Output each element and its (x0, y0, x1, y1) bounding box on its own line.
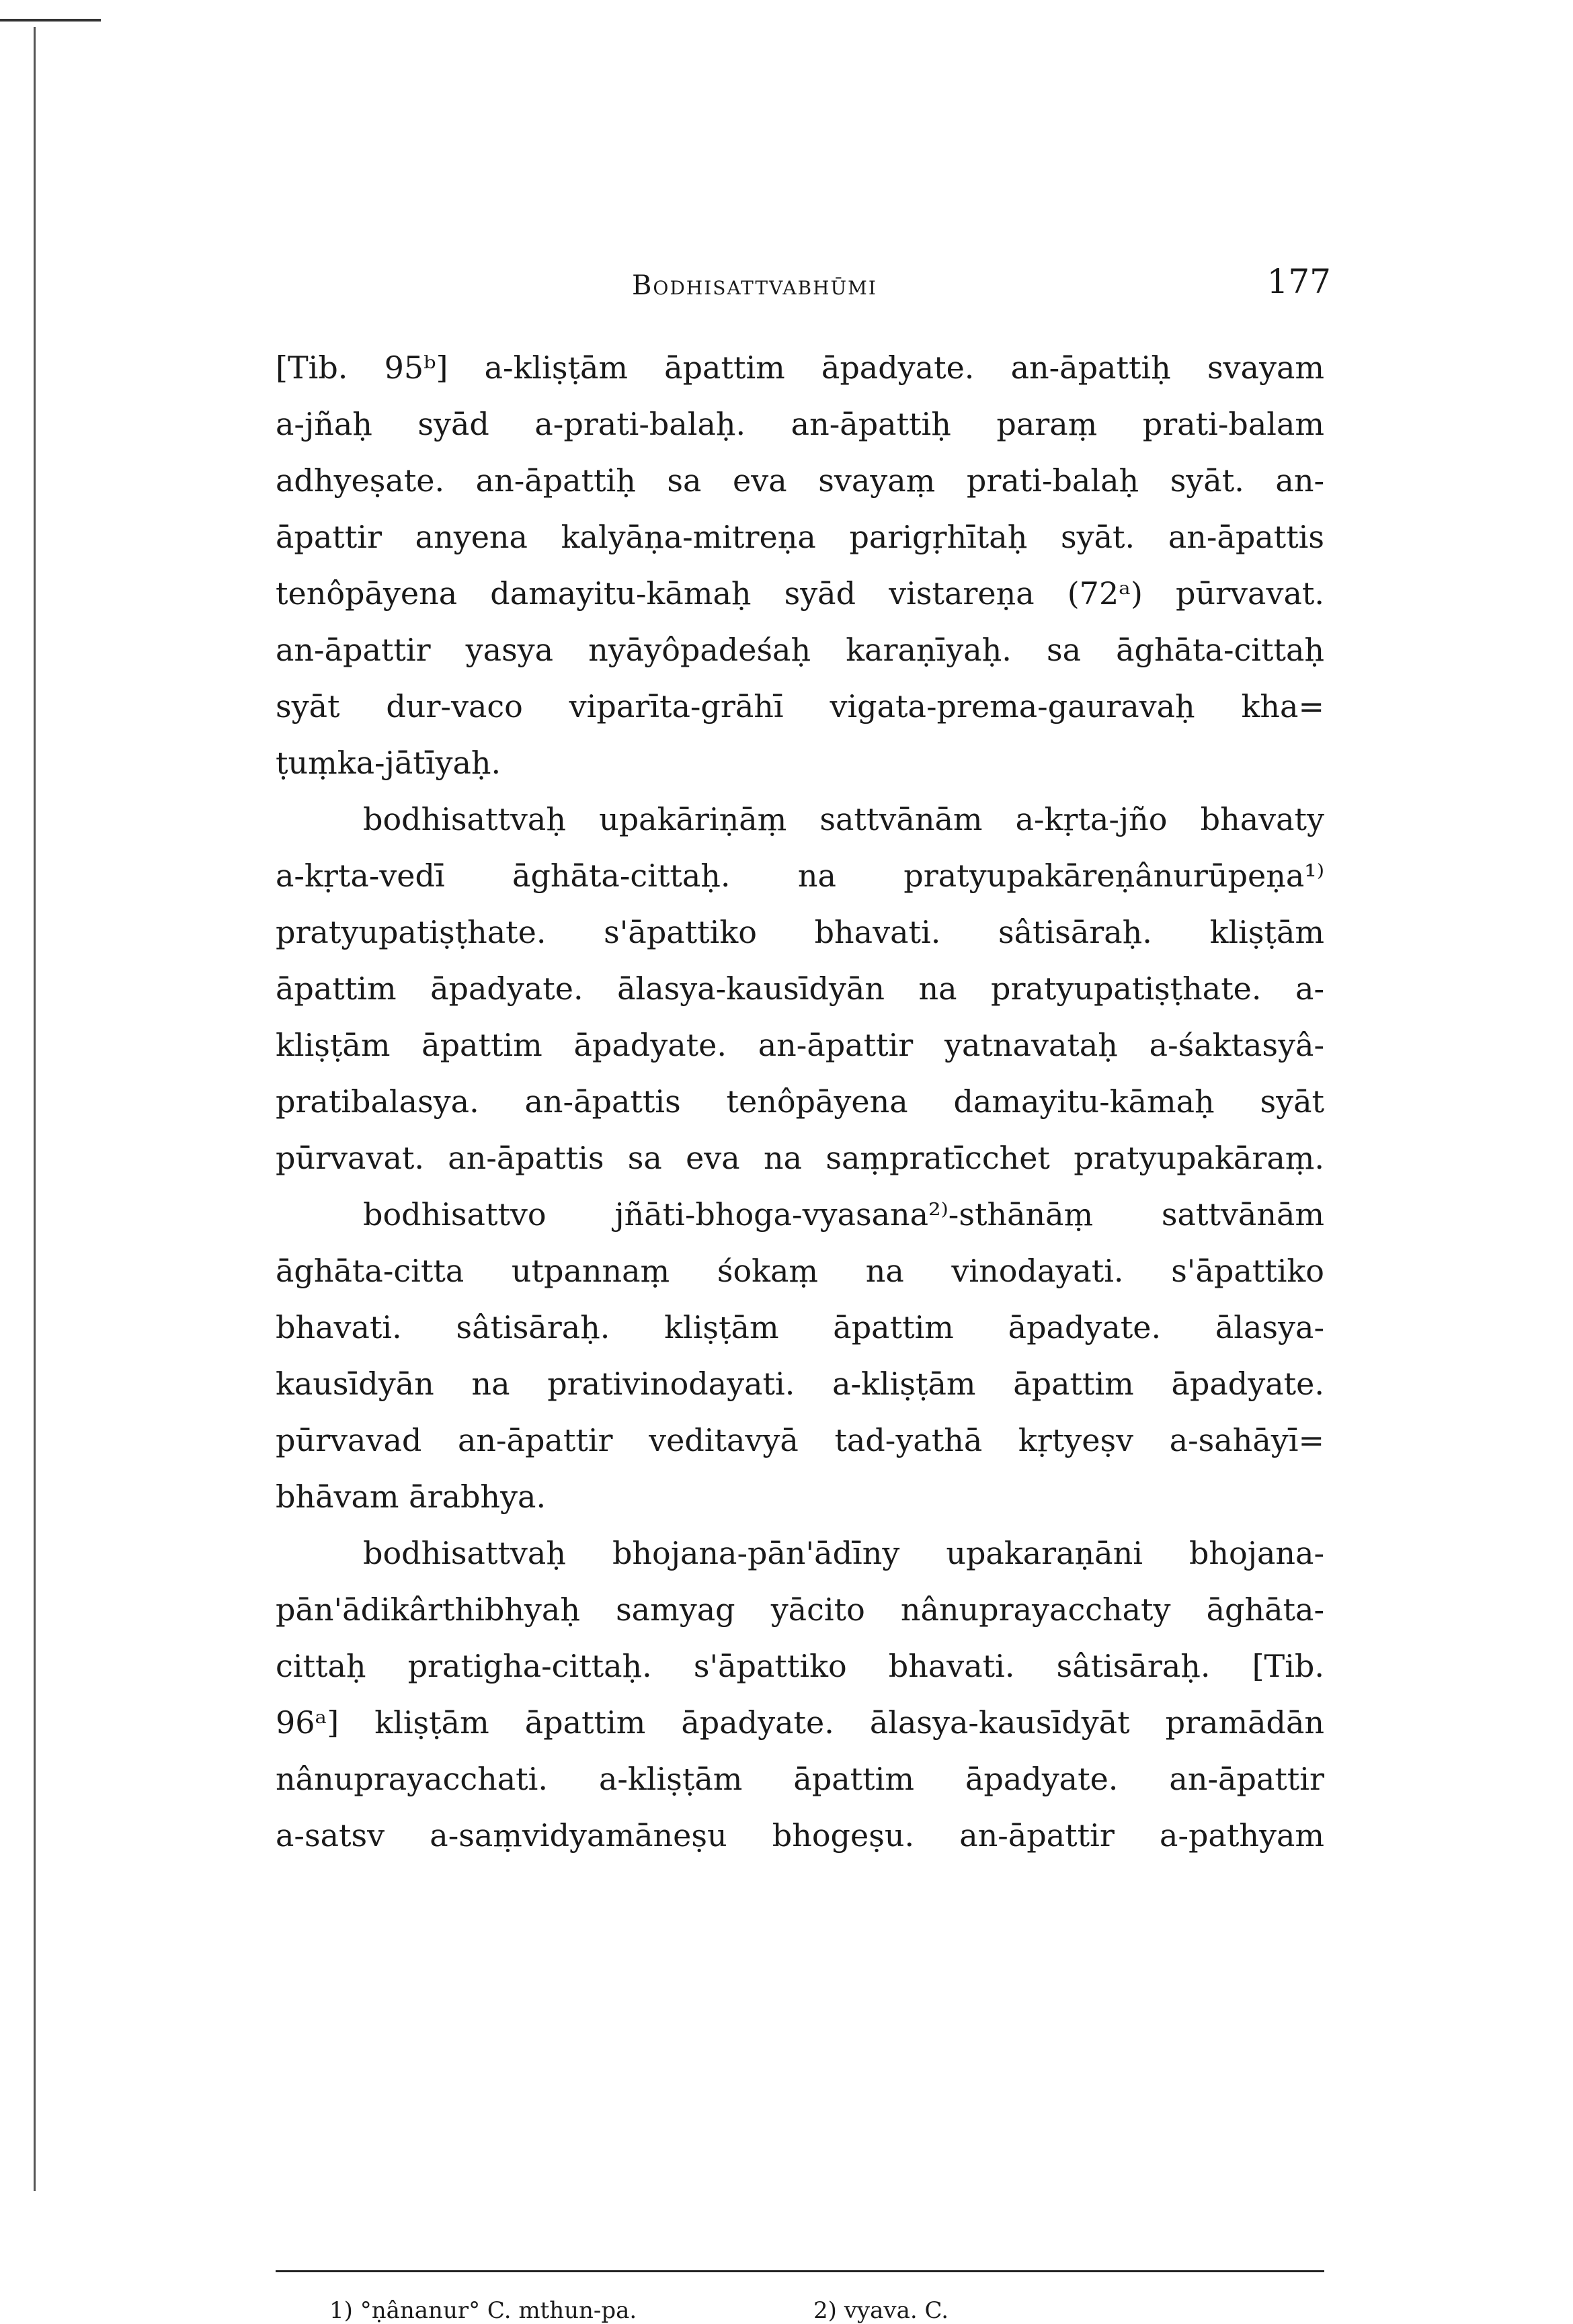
text-line-14: pratibalasya. an-āpattis tenôpāyena damayitu-kāmaḥ syāt (276, 1083, 1324, 1120)
text-line-22: bodhisattvaḥ bhojana-pān'ādīny upakaraṇāni bhojana- (363, 1535, 1324, 1571)
text-line-5: tenôpāyena damayitu-kāmaḥ syād vistareṇa (72ᵃ) pūrvavat. (276, 575, 1324, 612)
text-line-15: pūrvavat. an-āpattis sa eva na saṃpratīcchet pratyupakāraṃ. (276, 1140, 1324, 1176)
binding-edge-tick (0, 19, 101, 22)
text-line-25: 96ᵃ] kliṣṭām āpattim āpadyate. ālasya-kausīdyāt pramādān (276, 1704, 1324, 1741)
main-text-block (276, 339, 1324, 1864)
text-line-16: bodhisattvo jñāti-bhoga-vyasana²⁾-sthānāṃ sattvānām (363, 1196, 1324, 1233)
text-line-11: pratyupatiṣṭhate. s'āpattiko bhavati. sâtisāraḥ. kliṣṭām (276, 914, 1324, 950)
footnote-1: 1) °ṇânanur° C. mthun-pa. (329, 2297, 637, 2324)
text-line-9: bodhisattvaḥ upakāriṇāṃ sattvānām a-kṛta-jño bhavaty (363, 801, 1324, 837)
text-line-20: pūrvavad an-āpattir veditavyā tad-yathā kṛtyeṣv a-sahāyī= (276, 1422, 1324, 1458)
footnote-divider (276, 2270, 1324, 2272)
text-line-17: āghāta-citta utpannaṃ śokaṃ na vinodayati. s'āpattiko (276, 1253, 1324, 1289)
text-line-1: [Tib. 95ᵇ] a-kliṣṭām āpattim āpadyate. an-āpattiḥ svayam (276, 349, 1324, 386)
text-line-4: āpattir anyena kalyāṇa-mitreṇa parigṛhītaḥ syāt. an-āpattis (276, 519, 1324, 555)
text-line-12: āpattim āpadyate. ālasya-kausīdyān na pratyupatiṣṭhate. a- (276, 970, 1324, 1007)
text-line-21: bhāvam ārabhya. (276, 1479, 547, 1515)
text-line-3: adhyeṣate. an-āpattiḥ sa eva svayaṃ prati-balaḥ syāt. an- (276, 462, 1324, 499)
binding-edge-line (34, 27, 36, 2191)
text-line-8: ṭuṃka-jātīyaḥ. (276, 745, 501, 781)
text-line-2: a-jñaḥ syād a-prati-balaḥ. an-āpattiḥ paraṃ prati-balam (276, 406, 1324, 442)
text-line-18: bhavati. sâtisāraḥ. kliṣṭām āpattim āpadyate. ālasya- (276, 1309, 1324, 1345)
text-line-23: pān'ādikârthibhyaḥ samyag yācito nânuprayacchaty āghāta- (276, 1591, 1324, 1628)
text-line-27: a-satsv a-saṃvidyamāneṣu bhogeṣu. an-āpattir a-pathyam (276, 1817, 1324, 1854)
text-line-7: syāt dur-vaco viparīta-grāhī vigata-prema-gauravaḥ kha= (276, 688, 1324, 724)
text-line-10: a-kṛta-vedī āghāta-cittaḥ. na pratyupakāreṇânurūpeṇa¹⁾ (276, 858, 1324, 894)
footnote-2: 2) vyava. C. (813, 2297, 949, 2324)
page-number: 177 (1266, 262, 1331, 301)
running-title: Bodhisattvabhūmi (632, 270, 877, 301)
text-line-26: nânuprayacchati. a-kliṣṭām āpattim āpadyate. an-āpattir (276, 1761, 1324, 1797)
page-header (282, 262, 1331, 316)
text-line-19: kausīdyān na prativinodayati. a-kliṣṭām āpattim āpadyate. (276, 1366, 1324, 1402)
text-line-24: cittaḥ pratigha-cittaḥ. s'āpattiko bhavati. sâtisāraḥ. [Tib. (276, 1648, 1324, 1684)
text-line-13: kliṣṭām āpattim āpadyate. an-āpattir yatnavataḥ a-śaktasyâ- (276, 1027, 1324, 1063)
text-line-6: an-āpattir yasya nyāyôpadeśaḥ karaṇīyaḥ. sa āghāta-cittaḥ (276, 632, 1324, 668)
